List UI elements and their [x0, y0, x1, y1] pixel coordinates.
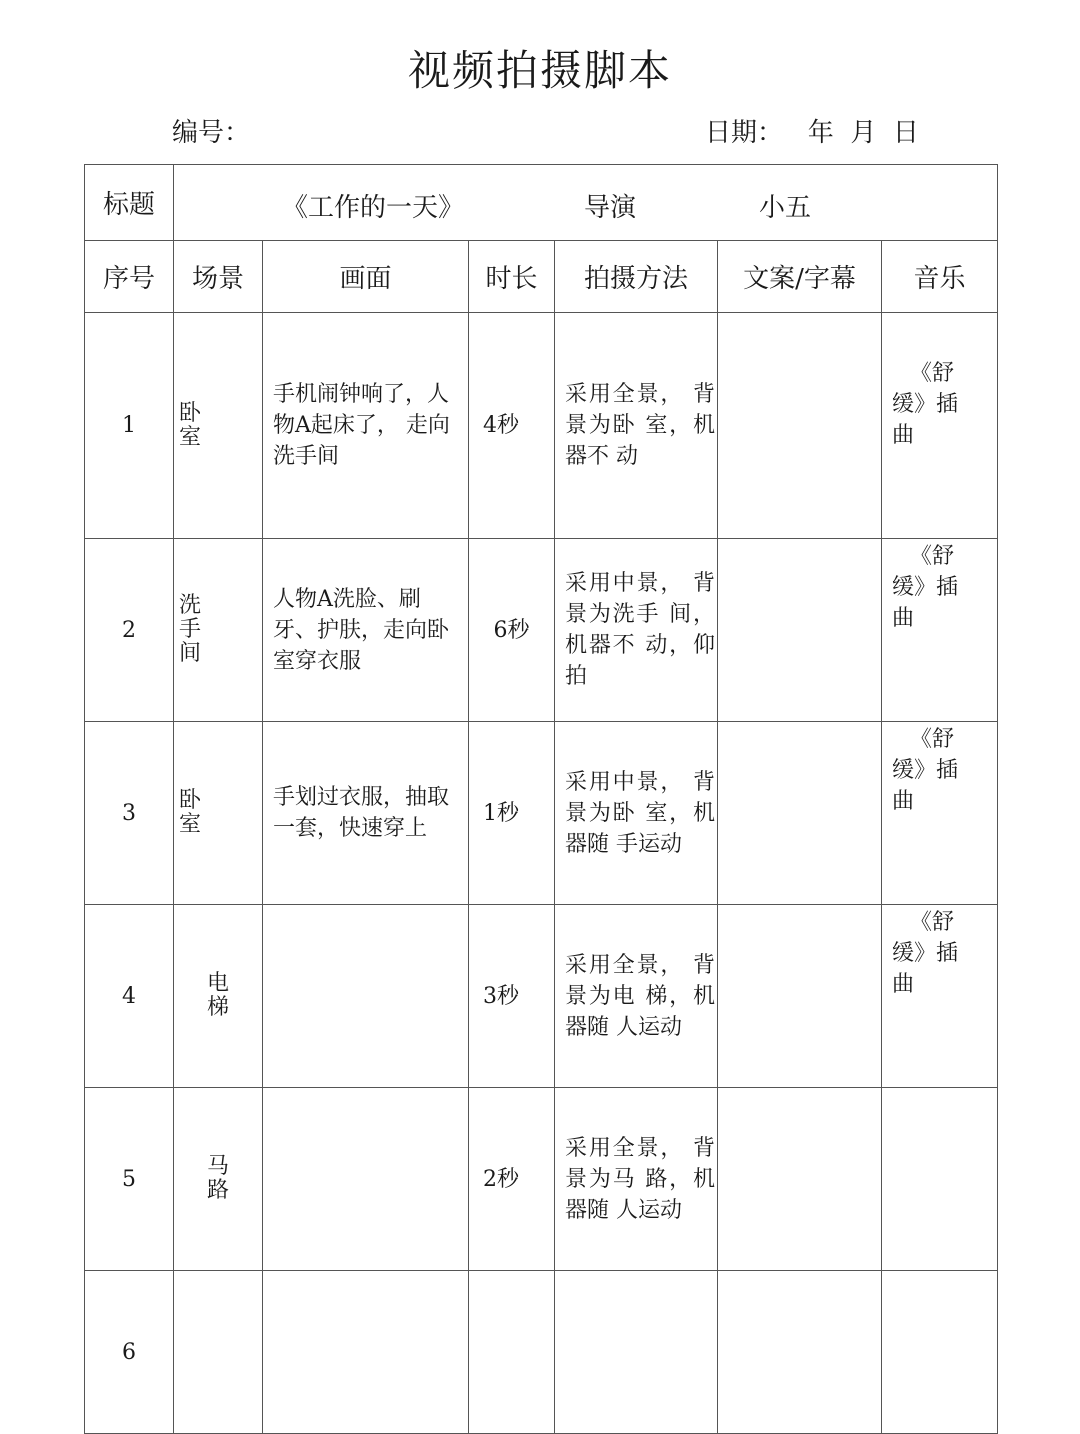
header-method: 拍摄方法: [555, 241, 718, 313]
method-cell: 采用全景， 背景为电 梯，机器随 人运动: [555, 905, 718, 1088]
header-no: 序号: [85, 241, 174, 313]
music-line-rest: 缓》插曲: [892, 758, 959, 814]
frame-cell: [263, 905, 469, 1088]
scene-text: 马路: [207, 1154, 230, 1203]
music-cell: [882, 905, 998, 1088]
title-label: 标题: [85, 165, 174, 241]
method-cell: 采用中景， 背景为卧 室，机器随 手运动: [555, 722, 718, 905]
header-copy: 文案/字幕: [718, 241, 882, 313]
table-row: [85, 313, 998, 539]
copy-cell: [718, 313, 882, 539]
scene-cell: [174, 313, 263, 539]
title-cell: [174, 165, 998, 241]
music-cell: [882, 1271, 998, 1434]
music-line-1: 《舒: [910, 727, 955, 752]
method-cell: [555, 1271, 718, 1434]
music-line-rest: 缓》插曲: [892, 392, 959, 448]
number-label: 编号：: [172, 118, 251, 148]
scene-text: 卧室: [179, 788, 202, 837]
scene-cell: [174, 905, 263, 1088]
copy-cell: [718, 1271, 882, 1434]
film-title: 《工作的一天》: [282, 193, 465, 223]
method-cell: 采用全景， 背景为卧 室，机器不 动: [555, 313, 718, 539]
duration-cell: 1秒: [469, 722, 555, 905]
row-number: 3: [85, 722, 174, 905]
scene-text: 电梯: [207, 971, 230, 1020]
duration-cell: 2秒: [469, 1088, 555, 1271]
duration-cell: 6秒: [469, 539, 555, 722]
scene-text: 洗手间: [179, 593, 202, 666]
copy-cell: [718, 1088, 882, 1271]
scene-cell: [174, 539, 263, 722]
director-label: 导演: [584, 193, 637, 223]
scene-cell: [174, 1271, 263, 1434]
frame-cell: 手机闹钟响了，人物A起床了， 走向洗手间: [263, 313, 469, 539]
copy-cell: [718, 722, 882, 905]
music-cell: [882, 313, 998, 539]
frame-cell: [263, 1271, 469, 1434]
header-frame: 画面: [263, 241, 469, 313]
row-number: 6: [85, 1271, 174, 1434]
music-cell: [882, 722, 998, 905]
music-line-rest: 缓》插曲: [892, 941, 959, 997]
frame-cell: 手划过衣服，抽取一套，快速穿上: [263, 722, 469, 905]
music-line-1: 《舒: [910, 544, 955, 569]
music-line-1: 《舒: [910, 910, 955, 935]
director-name: 小五: [759, 193, 812, 223]
row-number: 5: [85, 1088, 174, 1271]
table-row: [85, 539, 998, 722]
script-table: [84, 164, 998, 1434]
method-cell: 采用中景， 背景为洗手 间，机器不 动，仰拍: [555, 539, 718, 722]
scene-cell: [174, 1088, 263, 1271]
header-duration: 时长: [469, 241, 555, 313]
duration-cell: [469, 1271, 555, 1434]
row-number: 1: [85, 313, 174, 539]
table-row: [85, 1271, 998, 1434]
frame-cell: [263, 1088, 469, 1271]
table-row: [85, 905, 998, 1088]
copy-cell: [718, 539, 882, 722]
table-row: [85, 1088, 998, 1271]
row-number: 2: [85, 539, 174, 722]
music-cell: [882, 539, 998, 722]
table-row: [85, 722, 998, 905]
copy-cell: [718, 905, 882, 1088]
page-title: 视频拍摄脚本: [407, 46, 672, 95]
header-row: [85, 241, 998, 313]
frame-cell: 人物A洗脸、刷牙、护肤，走向卧室穿衣服: [263, 539, 469, 722]
row-number: 4: [85, 905, 174, 1088]
duration-cell: 3秒: [469, 905, 555, 1088]
scene-text: 卧室: [179, 400, 202, 450]
music-line-rest: 缓》插曲: [892, 575, 959, 631]
method-cell: 采用全景， 背景为马 路，机器随 人运动: [555, 1088, 718, 1271]
header-music: 音乐: [882, 241, 998, 313]
title-row: [85, 165, 998, 241]
header-scene: 场景: [174, 241, 263, 313]
music-cell: [882, 1088, 998, 1271]
date-label: 日期： 年 月 日: [705, 118, 919, 148]
duration-cell: 4秒: [469, 313, 555, 539]
scene-cell: [174, 722, 263, 905]
music-line-1: 《舒: [910, 361, 955, 386]
